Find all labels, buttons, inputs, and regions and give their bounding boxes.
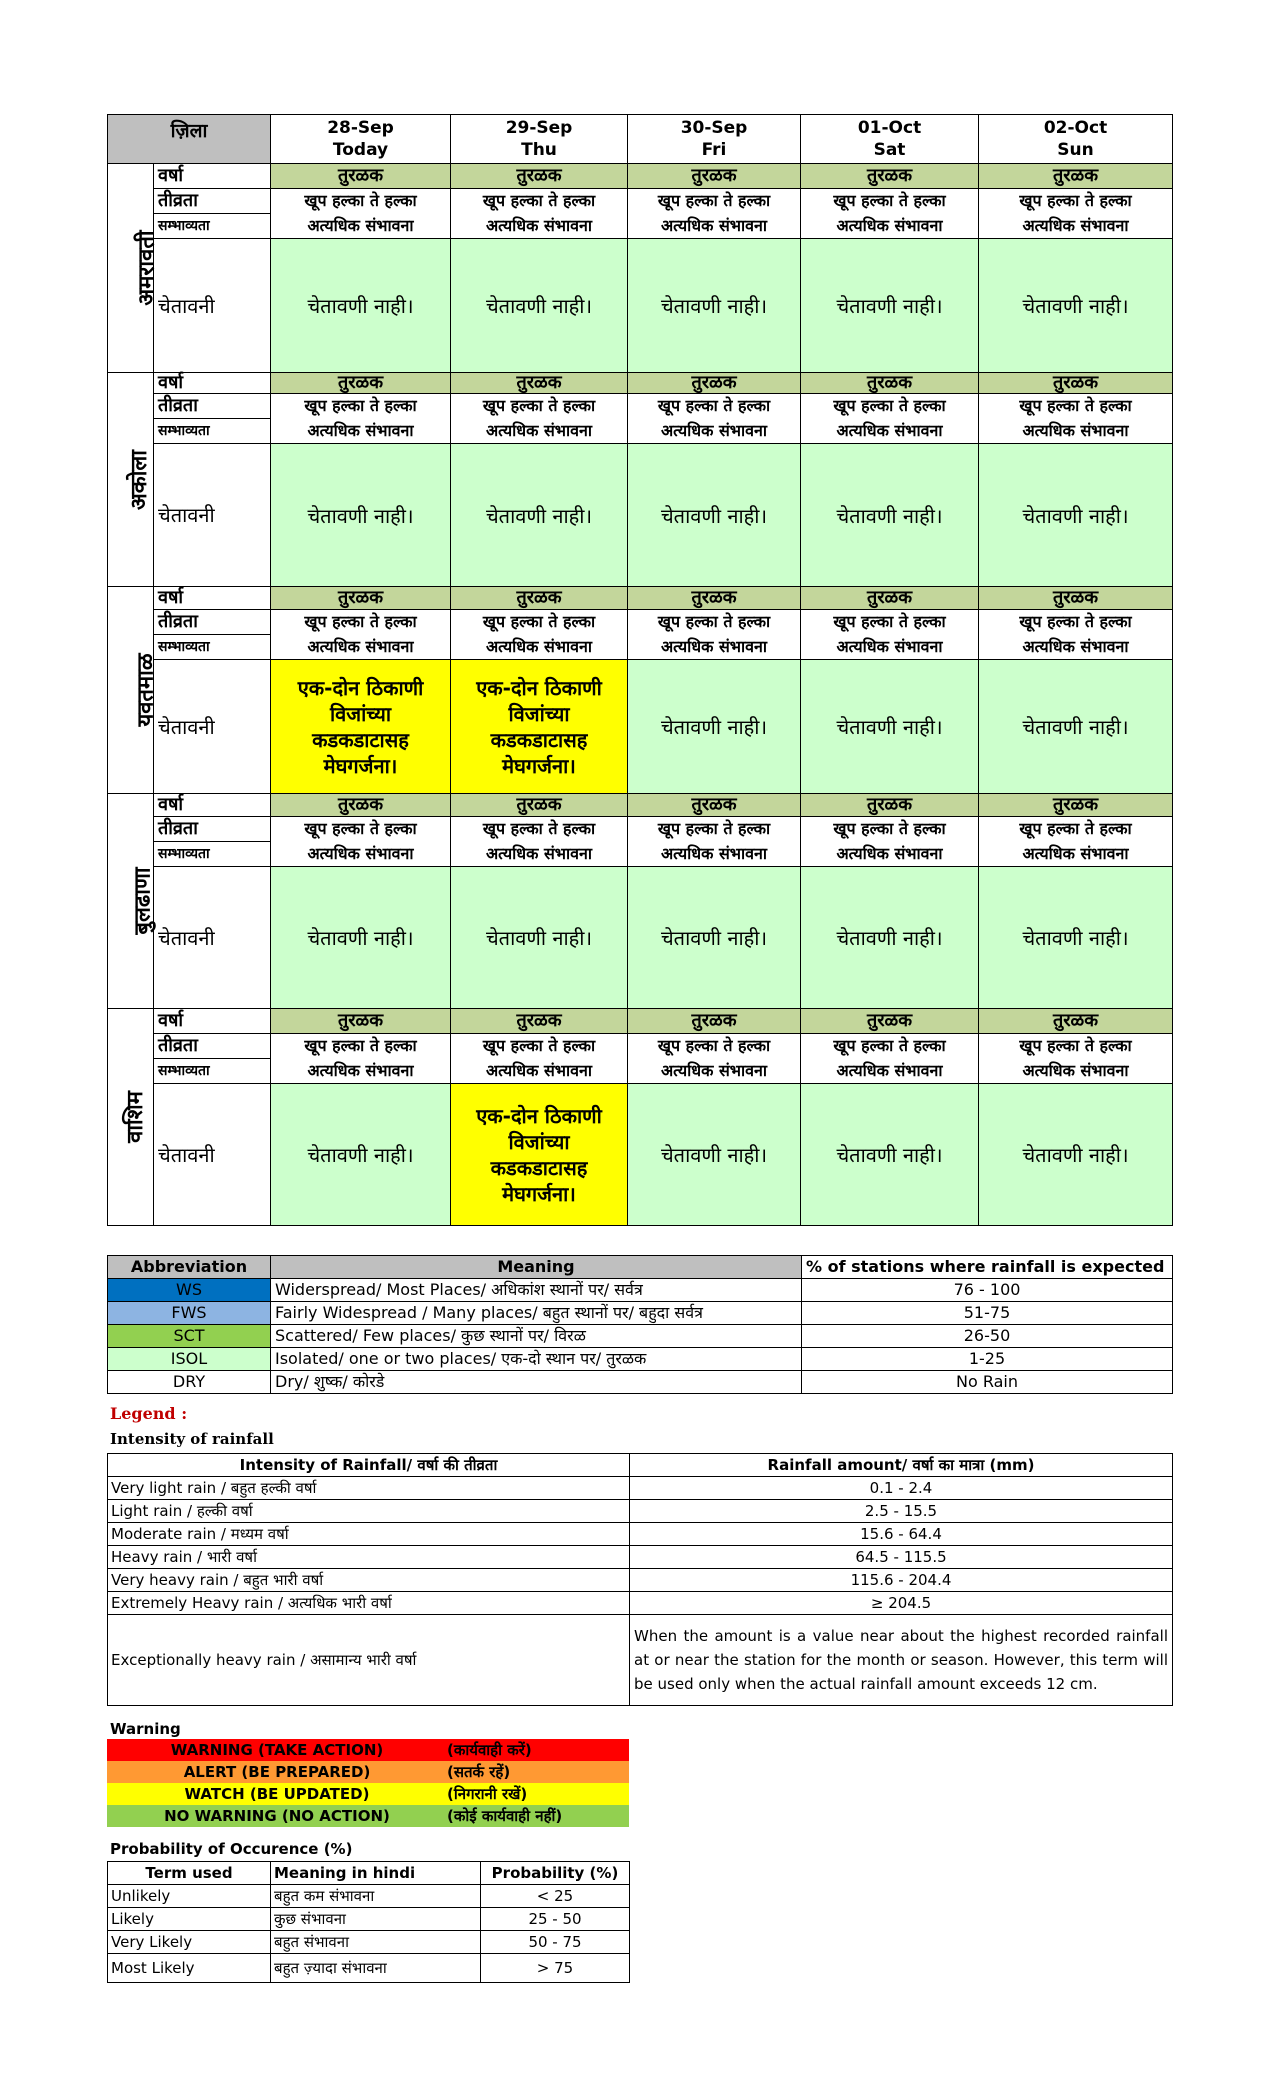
warning-level-hindi: (कार्यवाही करें) — [447, 1741, 532, 1759]
warning-cell — [801, 444, 979, 587]
warning-text: चेतावणी नाही। — [836, 294, 943, 318]
warning-text: एक-दोन ठिकाणी विजांच्या कडकडाटासह मेघगर्जना। — [476, 1103, 602, 1206]
abbr-percent: 51-75 — [802, 1302, 1173, 1325]
probability-table — [107, 1861, 630, 1983]
intensity-row — [108, 1569, 1173, 1592]
distribution-cell: तुरळक — [451, 373, 628, 394]
probability-cell: अत्यधिक संभावना — [271, 842, 451, 867]
abbr-meaning: Dry/ शुष्क/ कोरडे — [271, 1371, 802, 1394]
intensity-table — [107, 1453, 1173, 1706]
warning-cell — [271, 660, 451, 794]
abbr-meaning: Fairly Widespread / Many places/ बहुत स्थानों पर/ बहुदा सर्वत्र — [271, 1302, 802, 1325]
day-header: 01-Oct Sat — [801, 115, 979, 164]
row-label-probability: सम्भाव्यता — [154, 1059, 271, 1084]
intensity-cell: खूप हल्का ते हल्का — [451, 817, 628, 842]
warning-text: चेतावणी नाही। — [836, 503, 943, 528]
intensity-cell: खूप हल्का ते हल्का — [979, 610, 1173, 635]
warning-text: चेतावणी नाही। — [485, 503, 593, 528]
warning-cell — [271, 444, 451, 587]
warning-level-hindi: (सतर्क रहें) — [447, 1763, 511, 1781]
abbreviation-table — [107, 1255, 1173, 1394]
distribution-cell: तुरळक — [628, 164, 801, 189]
distribution-cell: तुरळक — [801, 794, 979, 817]
abbr-percent: 26-50 — [802, 1325, 1173, 1348]
intensity-amount: ≥ 204.5 — [630, 1592, 1173, 1615]
distribution-cell: तुरळक — [271, 164, 451, 189]
probability-header: Probability (%) — [481, 1862, 630, 1885]
warning-text: एक-दोन ठिकाणी विजांच्या कडकडाटासह मेघगर्जना। — [297, 675, 424, 778]
intensity-cell: खूप हल्का ते हल्का — [801, 817, 979, 842]
warning-cell — [451, 239, 628, 373]
warning-text: चेतावणी नाही। — [307, 926, 414, 950]
warning-level-hindi: (निगरानी रखें) — [447, 1785, 528, 1803]
intensity-cell: खूप हल्का ते हल्का — [979, 189, 1173, 214]
warning-cell — [451, 867, 628, 1009]
probability-row — [108, 1931, 630, 1954]
probability-cell: अत्यधिक संभावना — [979, 635, 1173, 660]
row-label-probability: सम्भाव्यता — [154, 635, 271, 660]
warning-text: चेतावणी नाही। — [660, 926, 768, 950]
warning-text: चेतावणी नाही। — [1022, 926, 1129, 950]
intensity-amount: 15.6 - 64.4 — [630, 1523, 1173, 1546]
warning-cell — [979, 1084, 1173, 1226]
warning-cell — [979, 444, 1173, 587]
row-label-intensity: तीव्रता — [154, 189, 271, 214]
warning-cell — [628, 867, 801, 1009]
warning-text: चेतावणी नाही। — [660, 294, 768, 318]
intensity-cell: खूप हल्का ते हल्का — [628, 189, 801, 214]
intensity-cell: खूप हल्का ते हल्का — [801, 610, 979, 635]
probability-cell: अत्यधिक संभावना — [628, 842, 801, 867]
warning-cell — [451, 444, 628, 587]
warning-levels-table — [107, 1739, 629, 1827]
probability-value: > 75 — [481, 1954, 630, 1983]
hindi-header: Meaning in hindi — [271, 1862, 481, 1885]
distribution-cell: तुरळक — [979, 373, 1173, 394]
probability-row — [108, 1954, 630, 1983]
abbr-code: SCT — [108, 1325, 271, 1348]
warning-cell — [628, 660, 801, 794]
intensity-row — [108, 1546, 1173, 1569]
intensity-cell: खूप हल्का ते हल्का — [271, 817, 451, 842]
probability-cell: अत्यधिक संभावना — [801, 842, 979, 867]
probability-value: < 25 — [481, 1885, 630, 1908]
intensity-cell: खूप हल्का ते हल्का — [271, 610, 451, 635]
probability-hindi: बहुत संभावना — [271, 1931, 481, 1954]
row-label-probability: सम्भाव्यता — [154, 842, 271, 867]
legend-title: Legend : — [110, 1404, 188, 1423]
distribution-cell: तुरळक — [979, 587, 1173, 610]
intensity-term: Heavy rain / भारी वर्षा — [108, 1546, 630, 1569]
row-label-intensity: तीव्रता — [154, 817, 271, 842]
probability-cell: अत्यधिक संभावना — [801, 1059, 979, 1084]
warning-cell — [979, 239, 1173, 373]
percent-header: % of stations where rainfall is expected — [802, 1256, 1173, 1279]
warning-level-label: ALERT (BE PREPARED) — [183, 1763, 371, 1781]
row-label-warning: चेतावनी — [154, 239, 271, 373]
probability-row — [108, 1885, 630, 1908]
warning-text: चेतावणी नाही। — [660, 715, 768, 739]
warning-text: चेतावणी नाही। — [660, 503, 768, 528]
probability-cell: अत्यधिक संभावना — [628, 635, 801, 660]
row-label-distribution: वर्षा — [154, 794, 271, 817]
warning-text: चेतावणी नाही। — [485, 926, 593, 950]
term-header: Term used — [108, 1862, 271, 1885]
distribution-cell: तुरळक — [801, 164, 979, 189]
abbr-header: Abbreviation — [108, 1256, 271, 1279]
warning-level-label: WARNING (TAKE ACTION) — [170, 1741, 384, 1759]
abbr-percent: No Rain — [802, 1371, 1173, 1394]
warning-text: चेतावणी नाही। — [1022, 294, 1129, 318]
intensity-cell: खूप हल्का ते हल्का — [628, 1034, 801, 1059]
warning-text: चेतावणी नाही। — [1022, 503, 1129, 528]
warning-cell — [271, 1084, 451, 1226]
intensity-cell: खूप हल्का ते हल्का — [271, 189, 451, 214]
intensity-header: Intensity of Rainfall/ वर्षा की तीव्रता — [108, 1454, 630, 1477]
intensity-row — [108, 1523, 1173, 1546]
warning-level-row — [107, 1805, 629, 1827]
distribution-cell: तुरळक — [451, 794, 628, 817]
warning-text: चेतावणी नाही। — [307, 1143, 414, 1167]
probability-cell: अत्यधिक संभावना — [451, 419, 628, 444]
intensity-row-exceptional — [108, 1615, 1173, 1706]
forecast-table — [107, 114, 1173, 1226]
intensity-cell: खूप हल्का ते हल्का — [628, 394, 801, 419]
row-label-warning: चेतावनी — [154, 1084, 271, 1226]
day-header: 30-Sep Fri — [628, 115, 801, 164]
intensity-cell: खूप हल्का ते हल्का — [451, 610, 628, 635]
distribution-cell: तुरळक — [271, 587, 451, 610]
warning-text: चेतावणी नाही। — [1022, 715, 1129, 739]
distribution-cell: तुरळक — [451, 164, 628, 189]
intensity-amount: 0.1 - 2.4 — [630, 1477, 1173, 1500]
distribution-cell: तुरळक — [628, 587, 801, 610]
probability-value: 25 - 50 — [481, 1908, 630, 1931]
probability-cell: अत्यधिक संभावना — [451, 214, 628, 239]
row-label-warning: चेतावनी — [154, 867, 271, 1009]
intensity-cell: खूप हल्का ते हल्का — [979, 394, 1173, 419]
abbr-meaning: Scattered/ Few places/ कुछ स्थानों पर/ विरळ — [271, 1325, 802, 1348]
probability-cell: अत्यधिक संभावना — [801, 419, 979, 444]
row-label-distribution: वर्षा — [154, 1009, 271, 1034]
row-label-probability: सम्भाव्यता — [154, 214, 271, 239]
probability-hindi: बहुत कम संभावना — [271, 1885, 481, 1908]
warning-cell — [801, 867, 979, 1009]
warning-level-hindi: (कोई कार्यवाही नहीं) — [447, 1807, 563, 1825]
distribution-cell: तुरळक — [271, 794, 451, 817]
row-label-intensity: तीव्रता — [154, 1034, 271, 1059]
warning-cell — [271, 239, 451, 373]
intensity-cell: खूप हल्का ते हल्का — [451, 189, 628, 214]
abbr-code: FWS — [108, 1302, 271, 1325]
warning-level-label: NO WARNING (NO ACTION) — [164, 1807, 390, 1825]
warning-level-row — [107, 1761, 629, 1783]
amount-header: Rainfall amount/ वर्षा का मात्रा (mm) — [630, 1454, 1173, 1477]
abbr-code: DRY — [108, 1371, 271, 1394]
distribution-cell: तुरळक — [801, 1009, 979, 1034]
district-name: अमरावती — [108, 164, 154, 373]
intensity-cell: खूप हल्का ते हल्का — [801, 1034, 979, 1059]
warning-cell — [628, 444, 801, 587]
intensity-amount: 2.5 - 15.5 — [630, 1500, 1173, 1523]
distribution-cell: तुरळक — [979, 1009, 1173, 1034]
distribution-cell: तुरळक — [801, 587, 979, 610]
abbr-percent: 1-25 — [802, 1348, 1173, 1371]
intensity-term: Extremely Heavy rain / अत्यधिक भारी वर्षा — [108, 1592, 630, 1615]
probability-hindi: बहुत ज़्यादा संभावना — [271, 1954, 481, 1983]
row-label-distribution: वर्षा — [154, 373, 271, 394]
warning-cell — [451, 1084, 628, 1226]
intensity-term: Moderate rain / मध्यम वर्षा — [108, 1523, 630, 1546]
abbr-row — [108, 1279, 1173, 1302]
day-header: 02-Oct Sun — [979, 115, 1173, 164]
probability-cell: अत्यधिक संभावना — [628, 214, 801, 239]
warning-cell — [801, 239, 979, 373]
intensity-term: Very heavy rain / बहुत भारी वर्षा — [108, 1569, 630, 1592]
warning-text: चेतावणी नाही। — [660, 1143, 768, 1167]
probability-cell: अत्यधिक संभावना — [271, 635, 451, 660]
distribution-cell: तुरळक — [451, 1009, 628, 1034]
intensity-cell: खूप हल्का ते हल्का — [628, 610, 801, 635]
probability-value: 50 - 75 — [481, 1931, 630, 1954]
distribution-cell: तुरळक — [979, 794, 1173, 817]
warning-text: चेतावणी नाही। — [485, 294, 593, 318]
probability-cell: अत्यधिक संभावना — [979, 1059, 1173, 1084]
row-label-probability: सम्भाव्यता — [154, 419, 271, 444]
warning-cell — [801, 660, 979, 794]
district-name: वाशिम — [108, 1009, 154, 1226]
abbr-row — [108, 1302, 1173, 1325]
probability-title: Probability of Occurence (%) — [110, 1840, 353, 1858]
warning-text: चेतावणी नाही। — [836, 715, 943, 739]
warning-cell — [801, 1084, 979, 1226]
intensity-cell: खूप हल्का ते हल्का — [979, 817, 1173, 842]
district-name: यवतमाळ — [108, 587, 154, 794]
probability-cell: अत्यधिक संभावना — [801, 214, 979, 239]
probability-term: Very Likely — [108, 1931, 271, 1954]
probability-cell: अत्यधिक संभावना — [628, 419, 801, 444]
warning-level-row — [107, 1783, 629, 1805]
intensity-cell: खूप हल्का ते हल्का — [979, 1034, 1173, 1059]
probability-cell: अत्यधिक संभावना — [451, 842, 628, 867]
intensity-title: Intensity of rainfall — [110, 1430, 274, 1448]
distribution-cell: तुरळक — [801, 373, 979, 394]
warning-cell — [271, 867, 451, 1009]
row-label-distribution: वर्षा — [154, 164, 271, 189]
abbr-row — [108, 1348, 1173, 1371]
warning-level-row — [107, 1739, 629, 1761]
probability-row — [108, 1908, 630, 1931]
probability-cell: अत्यधिक संभावना — [801, 635, 979, 660]
distribution-cell: तुरळक — [628, 794, 801, 817]
probability-cell: अत्यधिक संभावना — [271, 214, 451, 239]
warning-level-label: WATCH (BE UPDATED) — [184, 1785, 370, 1803]
intensity-row — [108, 1592, 1173, 1615]
zila-header: ज़िला — [108, 115, 271, 164]
intensity-term: Very light rain / बहुत हल्की वर्षा — [108, 1477, 630, 1500]
warning-text: चेतावणी नाही। — [307, 503, 414, 528]
probability-cell: अत्यधिक संभावना — [271, 419, 451, 444]
intensity-amount: 115.6 - 204.4 — [630, 1569, 1173, 1592]
warning-text: चेतावणी नाही। — [836, 926, 943, 950]
abbr-percent: 76 - 100 — [802, 1279, 1173, 1302]
probability-cell: अत्यधिक संभावना — [451, 1059, 628, 1084]
abbr-code: WS — [108, 1279, 271, 1302]
warning-cell — [979, 660, 1173, 794]
distribution-cell: तुरळक — [451, 587, 628, 610]
row-label-distribution: वर्षा — [154, 587, 271, 610]
abbr-row — [108, 1325, 1173, 1348]
row-label-warning: चेतावनी — [154, 660, 271, 794]
abbr-row — [108, 1371, 1173, 1394]
distribution-cell: तुरळक — [628, 1009, 801, 1034]
district-name: बुलढाणा — [108, 794, 154, 1009]
probability-term: Most Likely — [108, 1954, 271, 1983]
probability-cell: अत्यधिक संभावना — [271, 1059, 451, 1084]
warning-text: चेतावणी नाही। — [307, 294, 414, 318]
warning-text: चेतावणी नाही। — [836, 1143, 943, 1167]
warning-cell — [979, 867, 1173, 1009]
intensity-cell: खूप हल्का ते हल्का — [628, 817, 801, 842]
intensity-cell: खूप हल्का ते हल्का — [451, 394, 628, 419]
probability-cell: अत्यधिक संभावना — [628, 1059, 801, 1084]
probability-cell: अत्यधिक संभावना — [979, 419, 1173, 444]
row-label-warning: चेतावनी — [154, 444, 271, 587]
probability-term: Unlikely — [108, 1885, 271, 1908]
meaning-header: Meaning — [271, 1256, 802, 1279]
district-name: अकोला — [108, 373, 154, 587]
distribution-cell: तुरळक — [979, 164, 1173, 189]
intensity-row — [108, 1500, 1173, 1523]
probability-term: Likely — [108, 1908, 271, 1931]
warning-text: चेतावणी नाही। — [1022, 1143, 1129, 1167]
warning-cell — [628, 239, 801, 373]
intensity-term: Exceptionally heavy rain / असामान्य भारी वर्षा — [108, 1615, 630, 1706]
warning-cell — [628, 1084, 801, 1226]
probability-cell: अत्यधिक संभावना — [451, 635, 628, 660]
probability-cell: अत्यधिक संभावना — [979, 214, 1173, 239]
intensity-amount: 64.5 - 115.5 — [630, 1546, 1173, 1569]
intensity-term: Light rain / हल्की वर्षा — [108, 1500, 630, 1523]
intensity-cell: खूप हल्का ते हल्का — [801, 394, 979, 419]
day-header: 28-Sep Today — [271, 115, 451, 164]
probability-cell: अत्यधिक संभावना — [979, 842, 1173, 867]
distribution-cell: तुरळक — [271, 373, 451, 394]
intensity-amount: When the amount is a value near about the highest recorded rainfall at or near the station for the month or season. However, this term will be used only when the actual rainfall amount exceeds 12 cm. — [630, 1615, 1173, 1706]
row-label-intensity: तीव्रता — [154, 394, 271, 419]
distribution-cell: तुरळक — [271, 1009, 451, 1034]
intensity-row — [108, 1477, 1173, 1500]
probability-hindi: कुछ संभावना — [271, 1908, 481, 1931]
intensity-cell: खूप हल्का ते हल्का — [801, 189, 979, 214]
intensity-cell: खूप हल्का ते हल्का — [271, 1034, 451, 1059]
intensity-cell: खूप हल्का ते हल्का — [271, 394, 451, 419]
row-label-intensity: तीव्रता — [154, 610, 271, 635]
distribution-cell: तुरळक — [628, 373, 801, 394]
warning-cell — [451, 660, 628, 794]
warning-text: एक-दोन ठिकाणी विजांच्या कडकडाटासह मेघगर्जना। — [476, 675, 602, 778]
abbr-meaning: Isolated/ one or two places/ एक-दो स्थान पर/ तुरळक — [271, 1348, 802, 1371]
abbr-code: ISOL — [108, 1348, 271, 1371]
abbr-meaning: Widerspread/ Most Places/ अधिकांश स्थानों पर/ सर्वत्र — [271, 1279, 802, 1302]
day-header: 29-Sep Thu — [451, 115, 628, 164]
warning-title: Warning — [110, 1720, 181, 1738]
intensity-cell: खूप हल्का ते हल्का — [451, 1034, 628, 1059]
